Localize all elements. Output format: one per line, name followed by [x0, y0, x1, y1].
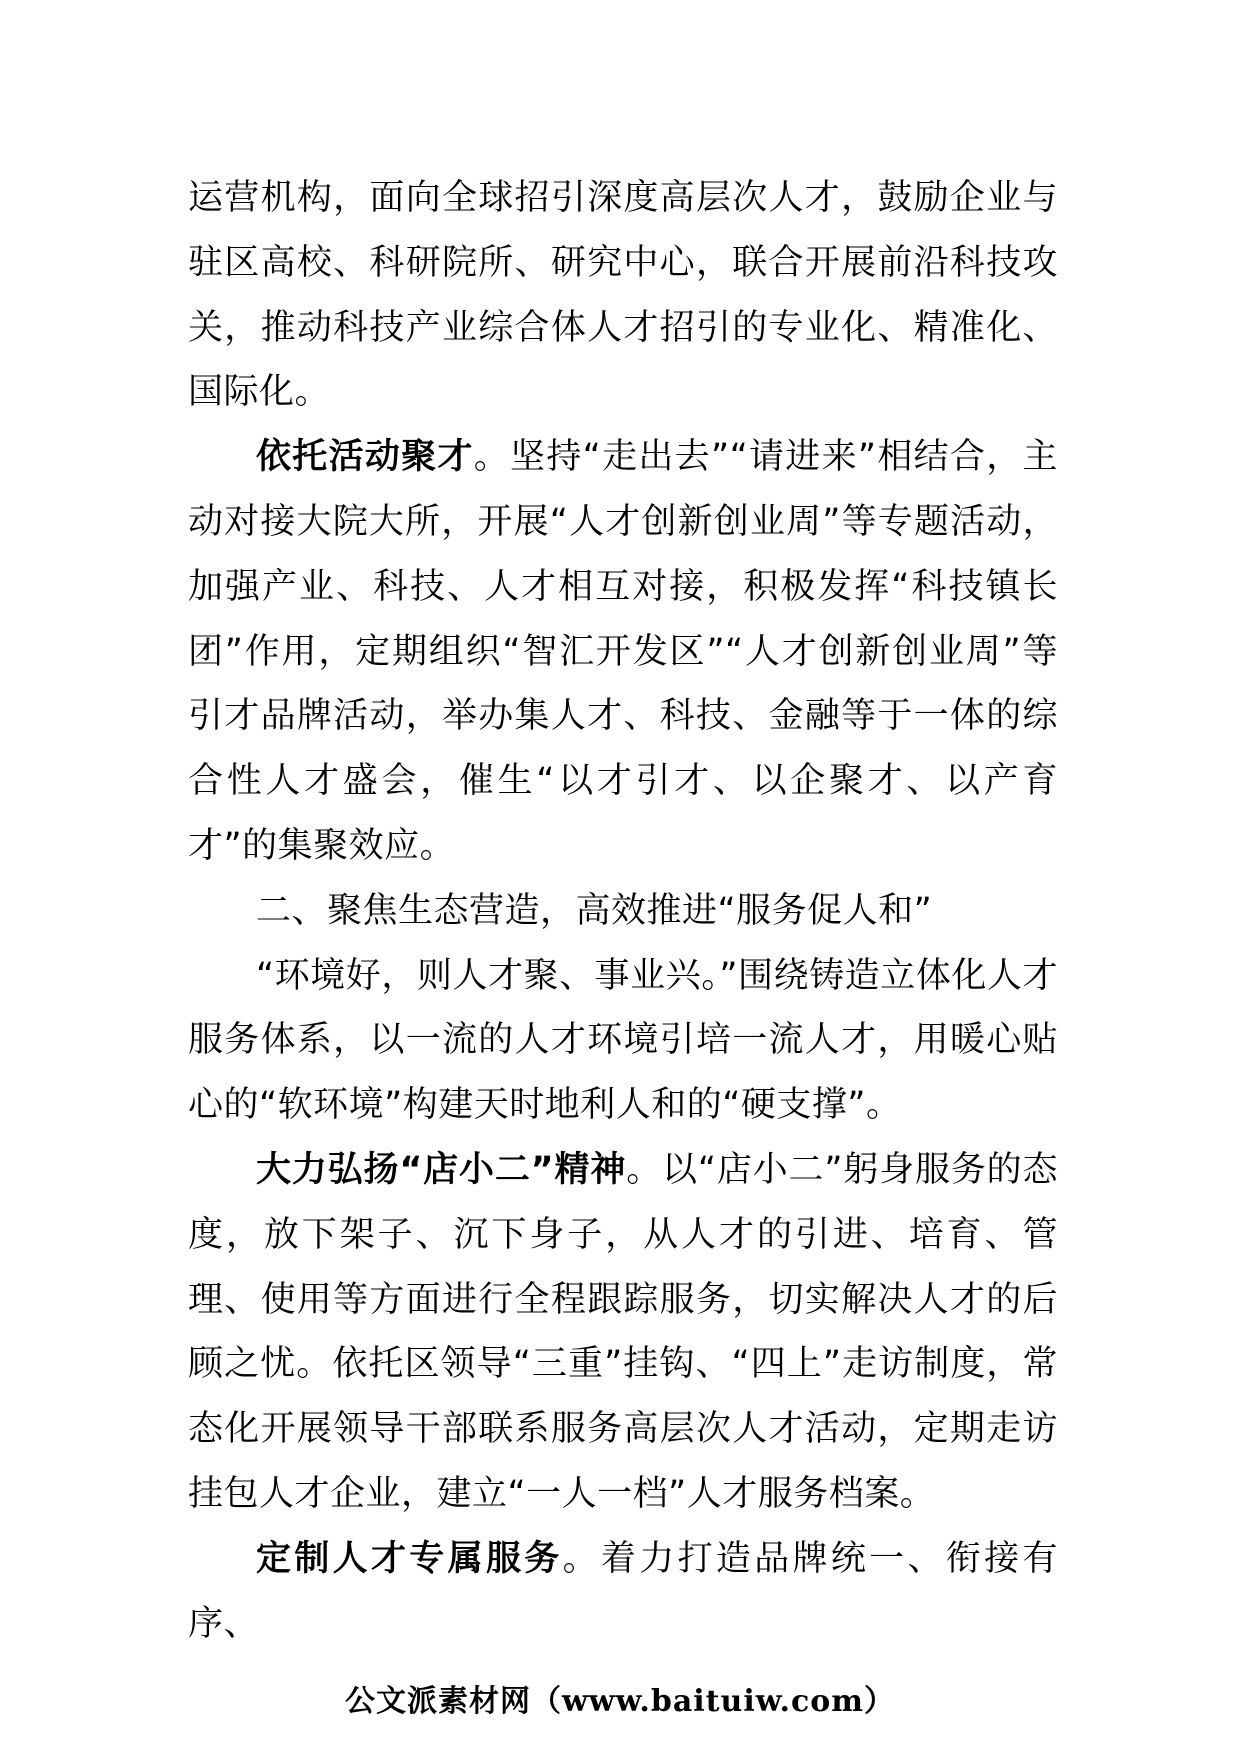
paragraph-body-text: 。以“店小二”躬身服务的态度，放下架子、沉下身子，从人才的引进、培育、管理、使用等方面进行全程跟踪服务，切实解决人才的后顾之忧。依托区领导“三重”挂钩、“四上”走访制度，常态化开展领导干部联系服务高层次人才活动，定期走访挂包人才企业，建立“一人一档”人才服务档案。 — [188, 1149, 1058, 1514]
paragraph-environment: “环境好，则人才聚、事业兴。”围绕铸造立体化人才服务体系，以一流的人才环境引培一流人才，用暖心贴心的“软环境”构建天时地利人和的“硬支撑”。 — [188, 955, 1058, 1126]
paragraph-lead-heading: 依托活动聚才 — [256, 437, 474, 478]
paragraph-continuation: 运营机构，面向全球招引深度高层次人才，鼓励企业与驻区高校、科研院所、研究中心，联合开展前沿科技攻关，推动科技产业综合体人才招引的专业化、精准化、国际化。 — [188, 178, 1058, 413]
paragraph-activity-talent — [188, 425, 1058, 879]
paragraph-lead-heading: 定制人才专属服务 — [256, 1538, 563, 1579]
paragraph-body-text: 。着力打造品牌统一、衔接有序、 — [188, 1538, 1058, 1644]
paragraph-lead-heading: 大力弘扬“店小二”精神 — [256, 1149, 627, 1190]
paragraph-body-text: 。坚持“走出去”“请进来”相结合，主动对接大院大所，开展“人才创新创业周”等专题活动，加强产业、科技、人才相互对接，积极发挥“科技镇长团”作用，定期组织“智汇开发区”“人才创新创业周”等引才品牌活动，举办集人才、科技、金融等于一体的综合性人才盛会，催生“以才引才、以企聚才、以产育才”的集聚效应。 — [188, 437, 1058, 866]
section-heading-2: 二、聚焦生态营造，高效推进“服务促人和” — [256, 890, 933, 931]
footer-watermark: 公文派素材网（www.baituiw.com） — [344, 1684, 896, 1719]
paragraph-custom-service — [188, 1527, 1058, 1657]
paragraph-service-spirit — [188, 1138, 1058, 1527]
document-body — [188, 166, 1058, 1656]
